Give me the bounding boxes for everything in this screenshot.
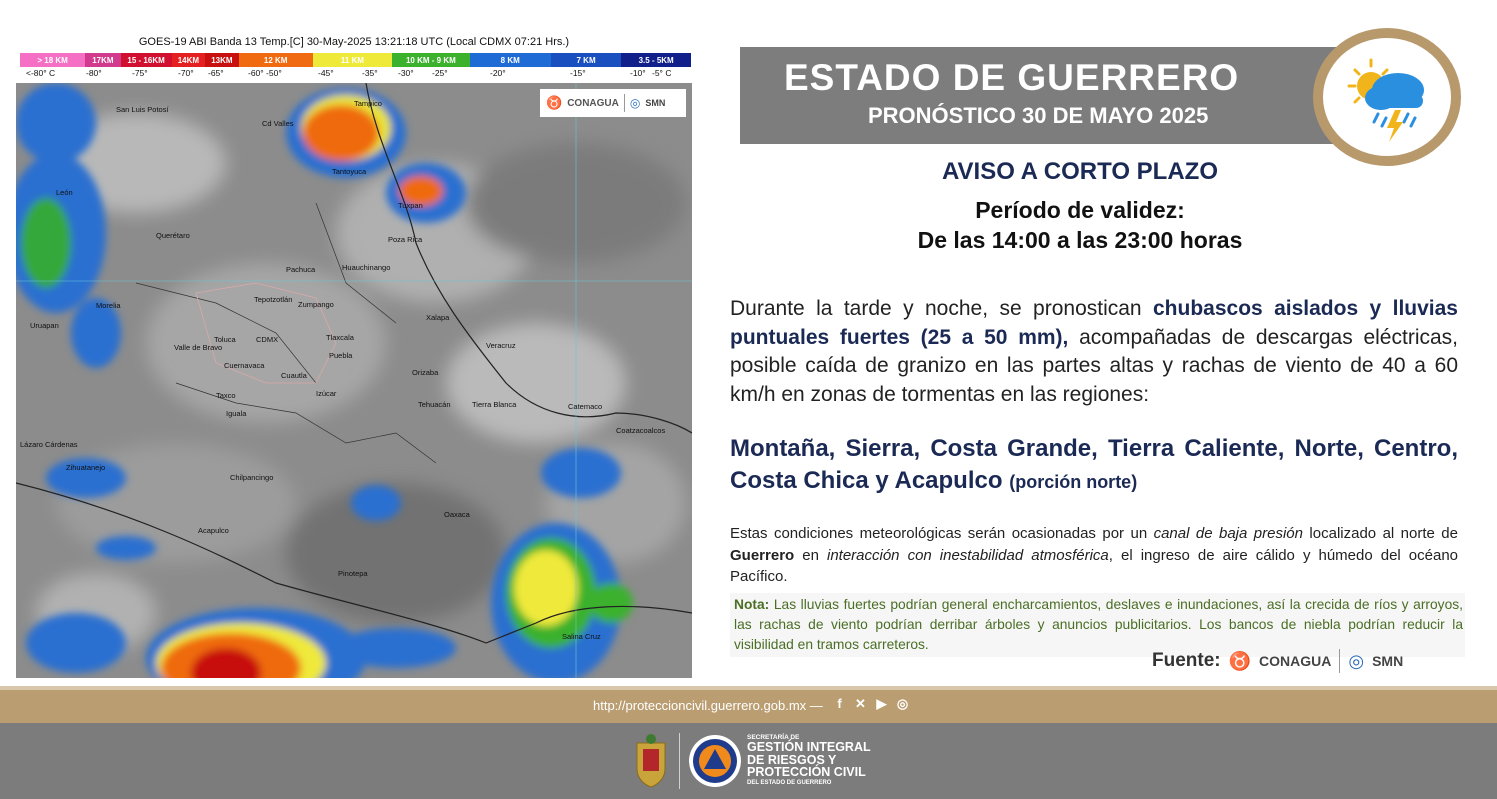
regions-list: Montaña, Sierra, Costa Grande, Tierra Caliente, Norte, Centro, Costa Chica y Acapulco <box>730 435 1458 494</box>
cause-text-2: localizado al norte de <box>1303 525 1458 542</box>
conagua-logo-icon: ♉ <box>546 95 563 110</box>
city-label: Tehuacán <box>418 400 451 409</box>
forecast-date: PRONÓSTICO 30 DE MAYO 2025 <box>868 103 1209 128</box>
city-label: Cuernavaca <box>224 361 265 370</box>
secretaria-line-3: PROTECCIÓN CIVIL <box>747 765 866 779</box>
cause-bold-state: Guerrero <box>730 546 795 564</box>
aviso-title: AVISO A CORTO PLAZO <box>941 158 1218 185</box>
temperature-tick: -15° <box>570 68 586 78</box>
civil-protection-logo-icon <box>688 734 742 788</box>
map-logo-box <box>540 89 686 117</box>
scale-segment: > 18 KM <box>20 53 85 67</box>
facebook-icon[interactable]: f <box>837 696 842 711</box>
temperature-tick: -70° <box>178 68 194 78</box>
source-divider <box>1339 649 1340 673</box>
youtube-icon[interactable]: ▶ <box>876 696 887 711</box>
footer-gold-band <box>0 690 1497 723</box>
city-label: Zumpango <box>298 300 334 309</box>
source-conagua: CONAGUA <box>1259 653 1332 669</box>
city-label: Pachuca <box>286 265 316 274</box>
state-title: ESTADO DE GUERRERO <box>784 57 1240 98</box>
footer-gray-band <box>0 723 1497 799</box>
map-smn-label: SMN <box>645 98 666 108</box>
x-icon[interactable]: ✕ <box>855 696 866 711</box>
temperature-tick: -75° <box>132 68 148 78</box>
scale-segment: 10 KM - 9 KM <box>392 53 470 67</box>
secretaria-line-0: SECRETARÍA DE <box>747 734 800 741</box>
temperature-tick: -20° <box>490 68 506 78</box>
secretaria-text <box>747 734 871 787</box>
scale-segment: 14KM <box>172 53 206 67</box>
city-label: Acapulco <box>198 526 229 535</box>
forecast-paragraph <box>730 295 1458 409</box>
validity-label: Período de validez: <box>975 197 1185 223</box>
city-label: Oaxaca <box>444 510 470 519</box>
temperature-tick: -60° -50° <box>248 68 282 78</box>
temperature-tick: -10° <box>630 68 646 78</box>
map-conagua-label: CONAGUA <box>567 97 619 109</box>
social-links <box>832 696 910 712</box>
source-label: Fuente: <box>1152 650 1221 671</box>
city-label: Cd Valles <box>262 119 294 128</box>
smn-logo-icon: ◎ <box>1348 650 1365 671</box>
website-link[interactable]: http://proteccioncivil.guerrero.gob.mx — <box>593 698 823 713</box>
temperature-tick: -25° <box>432 68 448 78</box>
scale-segment: 12 KM <box>239 53 313 67</box>
cause-paragraph <box>730 523 1458 588</box>
city-label: Xalapa <box>426 313 450 322</box>
city-label: Chilpancingo <box>230 473 274 482</box>
altitude-color-scale <box>20 53 691 67</box>
storm-icon <box>1323 38 1451 156</box>
secretaria-line-1: GESTIÓN INTEGRAL <box>747 740 871 754</box>
city-label: León <box>56 188 73 197</box>
city-label: Toluca <box>214 335 236 344</box>
city-label: Tierra Blanca <box>472 400 517 409</box>
regions-suffix: (porción norte) <box>1009 472 1138 492</box>
conagua-logo-icon: ♉ <box>1228 650 1252 671</box>
header-band <box>740 47 1358 144</box>
smn-logo-icon: ◎ <box>629 96 641 110</box>
cause-text-4: , el ingreso de aire cálido y húmedo del océano Pacífico. <box>730 546 1459 585</box>
satellite-panel <box>16 36 692 678</box>
city-label: Pinotepa <box>338 569 368 578</box>
validity-hours: De las 14:00 a las 23:00 horas <box>917 227 1243 253</box>
secretaria-line-4: DEL ESTADO DE GUERRERO <box>747 779 832 786</box>
forecast-highlight: chubascos aislados y lluvias puntuales fuertes (25 a 50 mm), <box>730 297 1458 349</box>
city-label: Uruapan <box>30 321 59 330</box>
temperature-tick: -35° <box>362 68 378 78</box>
temperature-tick: <-80° C <box>26 68 56 78</box>
cause-italic-1: canal de baja presión <box>1153 525 1303 542</box>
temperature-tick: -80° <box>86 68 102 78</box>
city-label: Iguala <box>226 409 247 418</box>
city-label: Catemaco <box>568 402 603 411</box>
state-coat-of-arms-icon <box>633 733 669 789</box>
city-label: Puebla <box>329 351 353 360</box>
source-smn: SMN <box>1372 653 1404 669</box>
city-label: Tampico <box>354 99 382 108</box>
scale-segment: 13KM <box>205 53 239 67</box>
forecast-rest: acompañadas de descargas eléctricas, posible caída de granizo en las partes altas y rachas de viento de 40 a 60 km/h en zonas de tormentas en las regiones: <box>730 325 1458 406</box>
scale-segment: 3.5 - 5KM <box>621 53 691 67</box>
weather-icon-circle <box>1323 38 1451 156</box>
regions-paragraph <box>730 433 1458 498</box>
cause-text-1: Estas condiciones meteorológicas serán ocasionadas por un <box>730 525 1154 542</box>
scale-segment: 15 - 16KM <box>121 53 172 67</box>
city-label: Huauchinango <box>342 263 391 272</box>
city-label: Morelia <box>96 301 121 310</box>
instagram-icon[interactable]: ◎ <box>896 696 909 711</box>
scale-segment: 8 KM <box>470 53 551 67</box>
note-text: Las lluvias fuertes podrían general encharcamientos, deslaves e inundaciones, así la crecida de ríos y arroyos, las rachas de viento podrían derribar árboles y anuncios publicitarios. Los bancos de niebla podrían reducir la visibilidad en tramos carreteros. <box>734 597 1463 652</box>
temperature-tick: -65° <box>208 68 224 78</box>
temperature-tick: -30° <box>398 68 414 78</box>
city-label: Cuautla <box>281 371 307 380</box>
map-logo-divider <box>624 94 625 112</box>
city-label: Tepotzotlán <box>254 295 293 304</box>
temperature-tick: -45° <box>318 68 334 78</box>
temperature-scale <box>20 68 691 80</box>
city-label: Tantoyuca <box>332 167 367 176</box>
cause-italic-2: interacción con inestabilidad atmosférica <box>826 546 1109 564</box>
satellite-caption: GOES-19 ABI Banda 13 Temp.[C] 30-May-2025 13:21:18 UTC (Local CDMX 07:21 Hrs.) <box>138 36 570 48</box>
city-label: Zihuatanejo <box>66 463 106 472</box>
scale-segment: 11 KM <box>313 53 392 67</box>
temperature-tick: -5° C <box>652 68 672 78</box>
source-logos <box>1152 647 1452 675</box>
note-label: Nota: <box>734 597 770 612</box>
city-label: Orizaba <box>412 368 439 377</box>
note-paragraph <box>734 595 1463 655</box>
city-label: Tlaxcala <box>326 333 354 342</box>
scale-segment: 7 KM <box>551 53 622 67</box>
weather-badge <box>1313 28 1461 166</box>
city-label: Izúcar <box>316 389 337 398</box>
city-label: Veracruz <box>486 341 516 350</box>
city-label: Lázaro Cárdenas <box>20 440 78 449</box>
satellite-map <box>16 83 692 678</box>
forecast-intro: Durante la tarde y noche, se pronostican <box>730 297 1153 320</box>
footer-divider <box>679 733 680 789</box>
city-label: Salina Cruz <box>562 632 601 641</box>
city-label: Valle de Bravo <box>174 343 223 352</box>
cause-text-3: en <box>794 546 827 564</box>
scale-segment: 17KM <box>85 53 120 67</box>
city-label: Poza Rica <box>388 235 423 244</box>
city-label: Tuxpan <box>398 201 423 210</box>
city-label: Querétaro <box>156 231 190 240</box>
secretaria-line-2: DE RIESGOS Y <box>747 752 837 767</box>
city-label: CDMX <box>256 335 279 344</box>
city-label: San Luis Potosí <box>116 105 169 114</box>
city-label: Taxco <box>216 391 236 400</box>
city-label: Coatzacoalcos <box>616 426 666 435</box>
